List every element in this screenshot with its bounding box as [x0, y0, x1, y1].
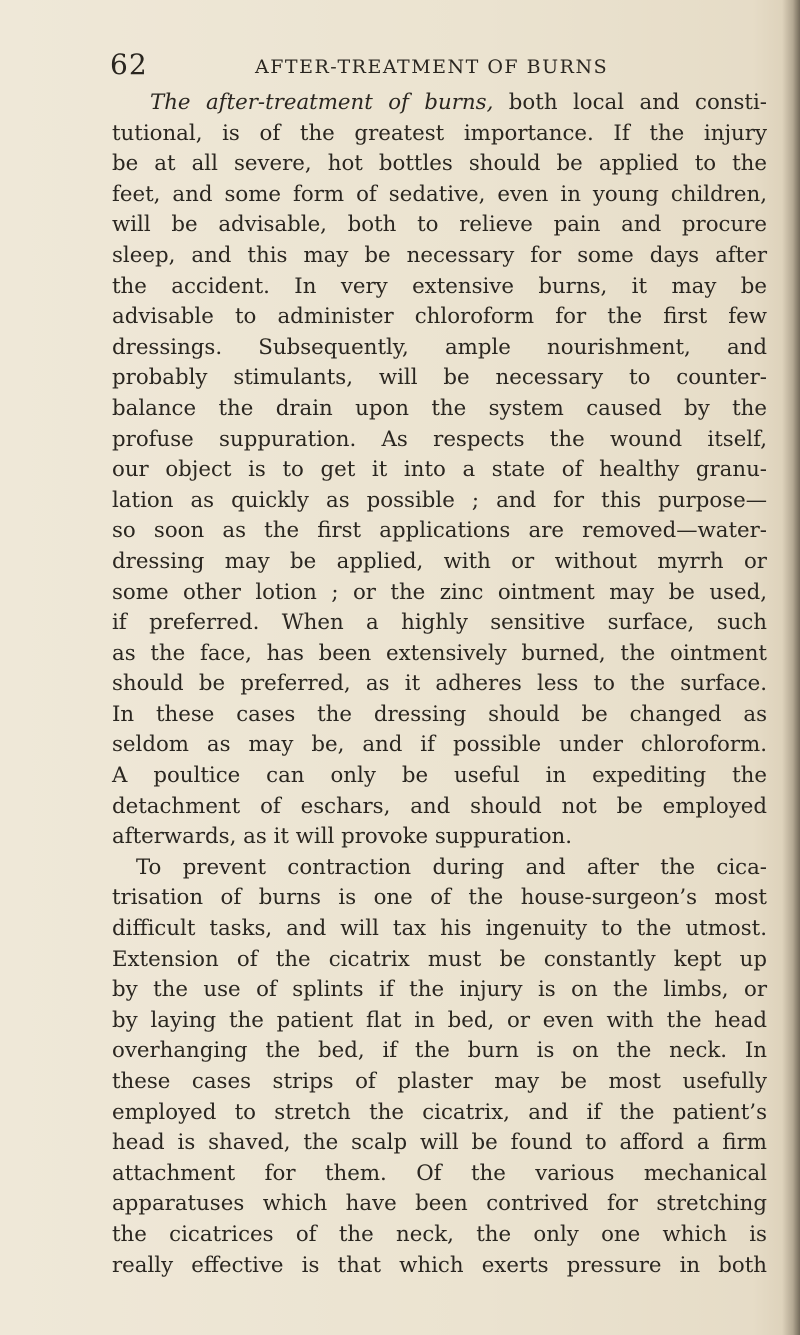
- text-line: A poultice can only be useful in expediting the: [112, 763, 767, 789]
- text-line: the cicatrices of the neck, the only one which is: [112, 1221, 767, 1247]
- text-line: will be advisable, both to relieve pain and procure: [112, 212, 767, 238]
- text-line: profuse suppuration. As respects the wound itself,: [112, 426, 767, 452]
- italic-phrase: The after-treatment of burns,: [150, 90, 494, 115]
- text-line: seldom as may be, and if possible under chloroform.: [112, 732, 767, 758]
- text-line: trisation of burns is one of the house-surgeon’s most: [112, 885, 767, 911]
- text-line: if preferred. When a highly sensitive surface, such: [112, 610, 767, 636]
- text-line: The after-treatment of burns, both local and consti-: [150, 90, 767, 115]
- text-line: Extension of the cicatrix must be constantly kept up: [112, 946, 767, 972]
- text-line: some other lotion ; or the zinc ointment may be used,: [112, 579, 767, 605]
- text-line: should be preferred, as it adheres less to the surface.: [112, 671, 767, 697]
- text-line: head is shaved, the scalp will be found to afford a firm: [112, 1130, 767, 1156]
- body-text: [112, 88, 767, 1281]
- text-line: advisable to administer chloroform for the first few: [112, 304, 767, 330]
- text-line: balance the drain upon the system caused by the: [112, 395, 767, 421]
- text-line: our object is to get it into a state of healthy granu-: [112, 457, 767, 483]
- text-line: the accident. In very extensive burns, it may be: [112, 273, 767, 299]
- text-line: attachment for them. Of the various mechanical: [112, 1160, 767, 1186]
- text-line: dressing may be applied, with or without myrrh or: [112, 548, 767, 574]
- text-line: lation as quickly as possible ; and for this purpose—: [112, 487, 767, 513]
- page-edge-shadow: [782, 0, 800, 1335]
- text-line: these cases strips of plaster may be most usefully: [112, 1069, 767, 1094]
- text-line: employed to stretch the cicatrix, and if the patient’s: [112, 1099, 767, 1125]
- text-line: apparatuses which have been contrived for stretching: [112, 1191, 767, 1217]
- page-header: [110, 48, 710, 88]
- text-line: by laying the patient flat in bed, or even with the head: [112, 1007, 767, 1033]
- text-line: overhanging the bed, if the burn is on the neck. In: [112, 1038, 767, 1064]
- text-line: really effective is that which exerts pressure in both: [112, 1252, 767, 1278]
- text-line: difficult tasks, and will tax his ingenuity to the utmost.: [112, 916, 767, 942]
- text-line: detachment of eschars, and should not be employed: [112, 793, 767, 819]
- text-line: tutional, is of the greatest importance. If the injury: [112, 120, 767, 146]
- text-line: as the face, has been extensively burned, the ointment: [112, 640, 767, 666]
- text-line: so soon as the first applications are removed—water-: [112, 518, 767, 544]
- text-line: In these cases the dressing should be changed as: [112, 701, 767, 727]
- text-line: afterwards, as it will provoke suppuration.: [112, 824, 573, 850]
- page-number: 62: [110, 48, 148, 81]
- text-line: be at all severe, hot bottles should be applied to the: [112, 151, 767, 177]
- text-line: dressings. Subsequently, ample nourishment, and: [112, 334, 767, 360]
- text-line: To prevent contraction during and after the cica-: [136, 854, 767, 880]
- text-line: feet, and some form of sedative, even in young children,: [112, 181, 767, 207]
- text-line: by the use of splints if the injury is on the limbs, or: [112, 977, 767, 1003]
- text-line: probably stimulants, will be necessary to counter-: [112, 365, 767, 391]
- running-head: AFTER-TREATMENT OF BURNS: [255, 56, 609, 78]
- text-line: sleep, and this may be necessary for some days after: [112, 242, 767, 268]
